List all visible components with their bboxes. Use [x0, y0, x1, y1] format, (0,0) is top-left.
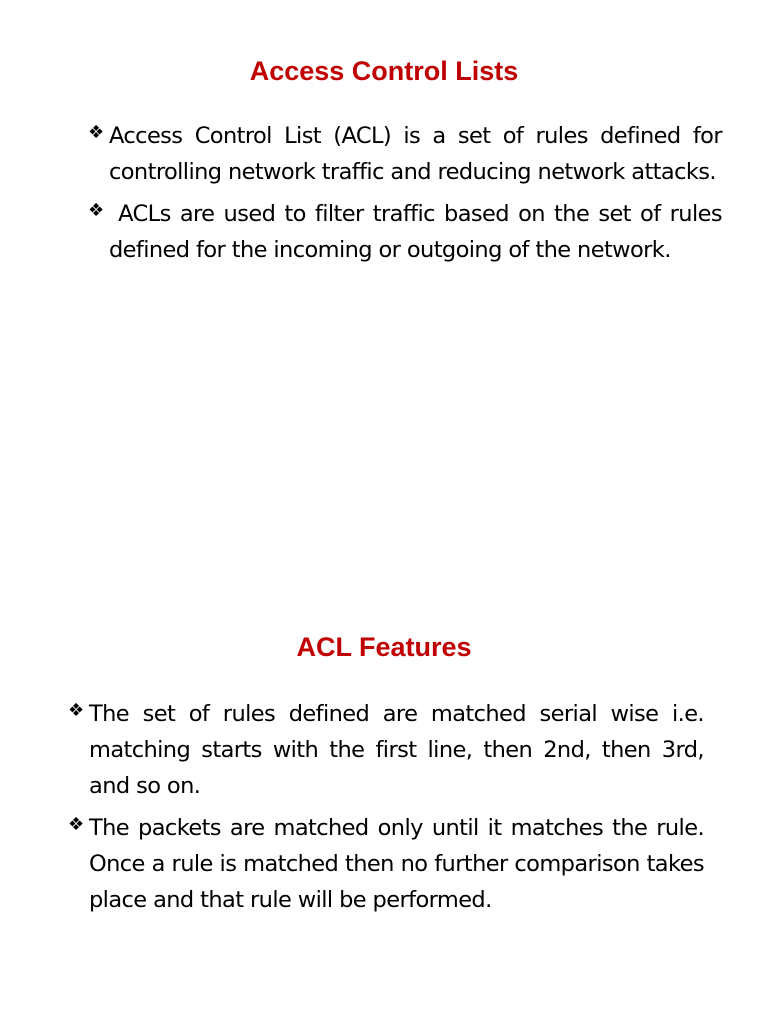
- slide-title: Access Control Lists: [249, 56, 519, 86]
- slide-acl-features: [0, 512, 768, 1024]
- bullet-text: ACLs are used to filter traffic based on the set of rules defined for the incoming or outgoing of the network.: [109, 201, 729, 263]
- diamond-bullet-icon: ❖: [88, 200, 104, 221]
- bullet-list: [68, 696, 704, 924]
- bullet-text: The set of rules defined are matched serial wise i.e. matching starts with the first line, then 2nd, then 3rd, and so on.: [89, 701, 704, 799]
- slide-title: ACL Features: [296, 632, 472, 662]
- bullet-item: [68, 696, 704, 804]
- bullet-text: Access Control List (ACL) is a set of rules defined for controlling network traffic and reducing network attacks.: [109, 123, 722, 185]
- bullet-text: The packets are matched only until it matches the rule. Once a rule is matched then no further comparison takes place and that rule will be performed.: [89, 815, 704, 913]
- diamond-bullet-icon: ❖: [88, 122, 104, 143]
- bullet-item: [88, 118, 722, 190]
- bullet-item: [68, 810, 704, 918]
- bullet-list: [88, 118, 729, 274]
- diamond-bullet-icon: ❖: [68, 814, 84, 835]
- bullet-item: [88, 196, 729, 268]
- diamond-bullet-icon: ❖: [68, 700, 84, 721]
